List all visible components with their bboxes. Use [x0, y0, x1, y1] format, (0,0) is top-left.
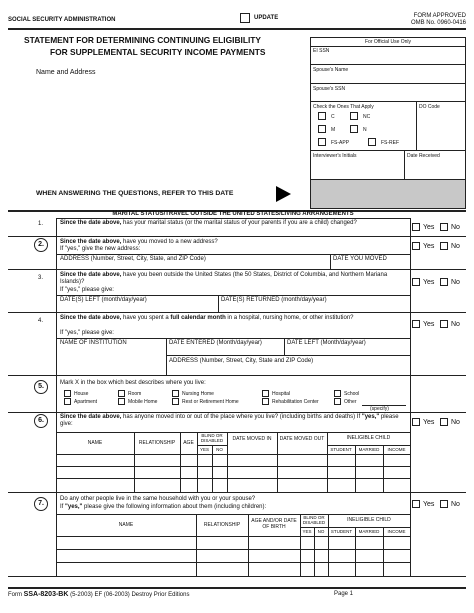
q4-institution-label: NAME OF INSTITUTION [60, 340, 127, 346]
q4-yes-checkbox[interactable] [412, 320, 420, 328]
q4-date-entered-label: DATE ENTERED (Month/day/year) [169, 340, 262, 346]
q3-yes-label: Yes [423, 279, 435, 286]
fs-app-checkbox[interactable] [318, 138, 326, 146]
q1-number: 1. [38, 221, 44, 227]
q7-text: Do any other people live in the same household with you or your spouse? [60, 496, 256, 502]
house-label: House [74, 391, 89, 397]
date-received-label: Date Received [407, 153, 440, 159]
nursing-home-label: Nursing Home [182, 391, 214, 397]
c-label: C [331, 114, 335, 120]
mobile-home-checkbox[interactable] [118, 398, 125, 405]
q3-subtext: If "yes," please give: [60, 287, 114, 293]
do-code-label: DO Code [419, 104, 440, 110]
q7-household-members-table: NAME RELATIONSHIP AGE AND/OR DATE OF BIRTH BLIND OR DISABLED YES NO INELIGIBLE CHILD STUDENT MARRIED INCOME [56, 514, 410, 576]
q2-address-label: ADDRESS (Number, Street, City, State, and ZIP Code) [60, 256, 206, 262]
q7-yes-label: Yes [423, 501, 435, 508]
page-number: Page 1 [334, 591, 354, 597]
q6-yes-label: Yes [423, 419, 435, 426]
house-checkbox[interactable] [64, 390, 71, 397]
fs-ref-checkbox[interactable] [368, 138, 376, 146]
q2-date-moved-label: DATE YOU MOVED [333, 256, 387, 262]
q1-yes-label: Yes [423, 224, 435, 231]
q6-no-label: No [451, 419, 460, 426]
q1-no-checkbox[interactable] [440, 223, 448, 231]
form-approved: FORM APPROVED [413, 13, 466, 19]
q4-yes-label: Yes [423, 321, 435, 328]
q7-no-checkbox[interactable] [440, 500, 448, 508]
nc-label: NC [363, 114, 371, 120]
q2-no-label: No [451, 243, 460, 250]
q7-no-label: No [451, 501, 460, 508]
q2-yes-checkbox[interactable] [412, 242, 420, 250]
n-checkbox[interactable] [350, 125, 358, 133]
q6-yes-checkbox[interactable] [412, 418, 420, 426]
q2-yes-label: Yes [423, 243, 435, 250]
q2-number: 2. [34, 238, 48, 252]
q7-number: 7. [34, 497, 48, 511]
fs-ref-label: FS-REF [381, 140, 400, 146]
other-checkbox[interactable] [334, 398, 341, 405]
q1-yes-checkbox[interactable] [412, 223, 420, 231]
form-title-line2: FOR SUPPLEMENTAL SECURITY INCOME PAYMENTS [50, 47, 266, 57]
q1-no-label: No [451, 224, 460, 231]
ei-ssn-label: EI SSN [313, 48, 330, 54]
check-ones-label: Check the Ones That Apply [313, 104, 374, 110]
q3-number: 3. [38, 275, 44, 281]
other-label: Other [344, 399, 357, 405]
q2-no-checkbox[interactable] [440, 242, 448, 250]
room-label: Room [128, 391, 142, 397]
rest-home-label: Rest or Retirement Home [182, 399, 239, 405]
nc-checkbox[interactable] [350, 112, 358, 120]
interviewer-initials-label: Interviewer's Initials [313, 153, 357, 159]
q4-date-left-label: DATE LEFT (Month/day/year) [287, 340, 366, 346]
name-address-label: Name and Address [36, 69, 96, 76]
q4-number: 4. [38, 318, 44, 324]
q5-number: 5. [34, 380, 48, 394]
q7-subtext: If "yes," please give the following information about them (including children): [60, 504, 267, 510]
room-checkbox[interactable] [118, 390, 125, 397]
q6-no-checkbox[interactable] [440, 418, 448, 426]
q4-no-checkbox[interactable] [440, 320, 448, 328]
m-label: M [331, 127, 336, 133]
form-title-line1: STATEMENT FOR DETERMINING CONTINUING ELIGIBILITY [24, 35, 261, 45]
q6-text: Since the date above, has anyone moved into or out of the place where you live? (including births and deaths) If "yes," please give: [60, 414, 399, 427]
q2-subtext: If "yes," give the new address: [60, 246, 141, 252]
q3-yes-checkbox[interactable] [412, 278, 420, 286]
agency-name: SOCIAL SECURITY ADMINISTRATION [8, 17, 116, 23]
apartment-checkbox[interactable] [64, 398, 71, 405]
arrow-right-icon [276, 186, 291, 202]
fs-app-label: FS-APP [331, 140, 350, 146]
specify-label: (specify) [370, 406, 389, 412]
apartment-label: Apartment [74, 399, 98, 405]
name-address-field[interactable] [36, 80, 304, 176]
hospital-label: Hospital [272, 391, 291, 397]
q3-no-checkbox[interactable] [440, 278, 448, 286]
q4-text: Since the date above, have you spent a full calendar month in a hospital, nursing home, or other institution? [60, 315, 354, 321]
reference-date-field[interactable] [311, 180, 465, 208]
nursing-home-checkbox[interactable] [172, 390, 179, 397]
mobile-home-label: Mobile Home [128, 399, 158, 405]
q1-text: Since the date above, has your marital status (or the marital status of your parents if you are a child) changed? [60, 220, 357, 226]
q5-text: Mark X in the box which best describes where you live: [60, 380, 206, 386]
q4-address-label: ADDRESS (Number, Street, City, State and ZIP Code) [169, 358, 314, 364]
q3-text: Since the date above, have you been outside the United States (the 50 States, District of Columbia, and Northern Mariana Islands)? [60, 272, 388, 285]
form-footer: Form SSA-8203-BK (5-2003) EF (06-2003) Destroy Prior Editions [8, 591, 190, 598]
reference-date-instruction: WHEN ANSWERING THE QUESTIONS, REFER TO THIS DATE [36, 190, 234, 197]
q7-yes-checkbox[interactable] [412, 500, 420, 508]
q4-subtext: If "yes," please give: [60, 330, 114, 336]
hospital-checkbox[interactable] [262, 390, 269, 397]
q3-no-label: No [451, 279, 460, 286]
school-checkbox[interactable] [334, 390, 341, 397]
update-label: UPDATE [254, 15, 279, 21]
q6-household-changes-table: NAME RELATIONSHIP AGE BLIND OR DISABLED YES NO DATE MOVED IN DATE MOVED OUT INELIGIBLE CHILD STUDENT MARRIED INCOME [56, 432, 410, 492]
school-label: School [344, 391, 360, 397]
n-label: N [363, 127, 367, 133]
m-checkbox[interactable] [318, 125, 326, 133]
update-checkbox[interactable] [240, 13, 250, 23]
rehab-center-checkbox[interactable] [262, 398, 269, 405]
q6-number: 6. [34, 414, 48, 428]
rehab-center-label: Rehabilitation Center [272, 399, 319, 405]
q3-date-returned-label: DATE(S) RETURNED (month/day/year) [221, 297, 327, 303]
official-use-title: For Official Use Only [364, 39, 412, 45]
q4-no-label: No [451, 321, 460, 328]
c-checkbox[interactable] [318, 112, 326, 120]
spouse-ssn-label: Spouse's SSN [313, 86, 346, 92]
section-title: MARITAL STATUS/TRAVEL OUTSIDE THE UNITED STATES/LIVING ARRANGEMENTS [112, 211, 354, 217]
spouse-name-label: Spouse's Name [313, 67, 349, 73]
omb-number: OMB No. 0960-0416 [410, 20, 466, 26]
q2-text: Since the date above, have you moved to a new address? [60, 239, 218, 245]
q3-date-left-label: DATE(S) LEFT (month/day/year) [60, 297, 147, 303]
rest-home-checkbox[interactable] [172, 398, 179, 405]
